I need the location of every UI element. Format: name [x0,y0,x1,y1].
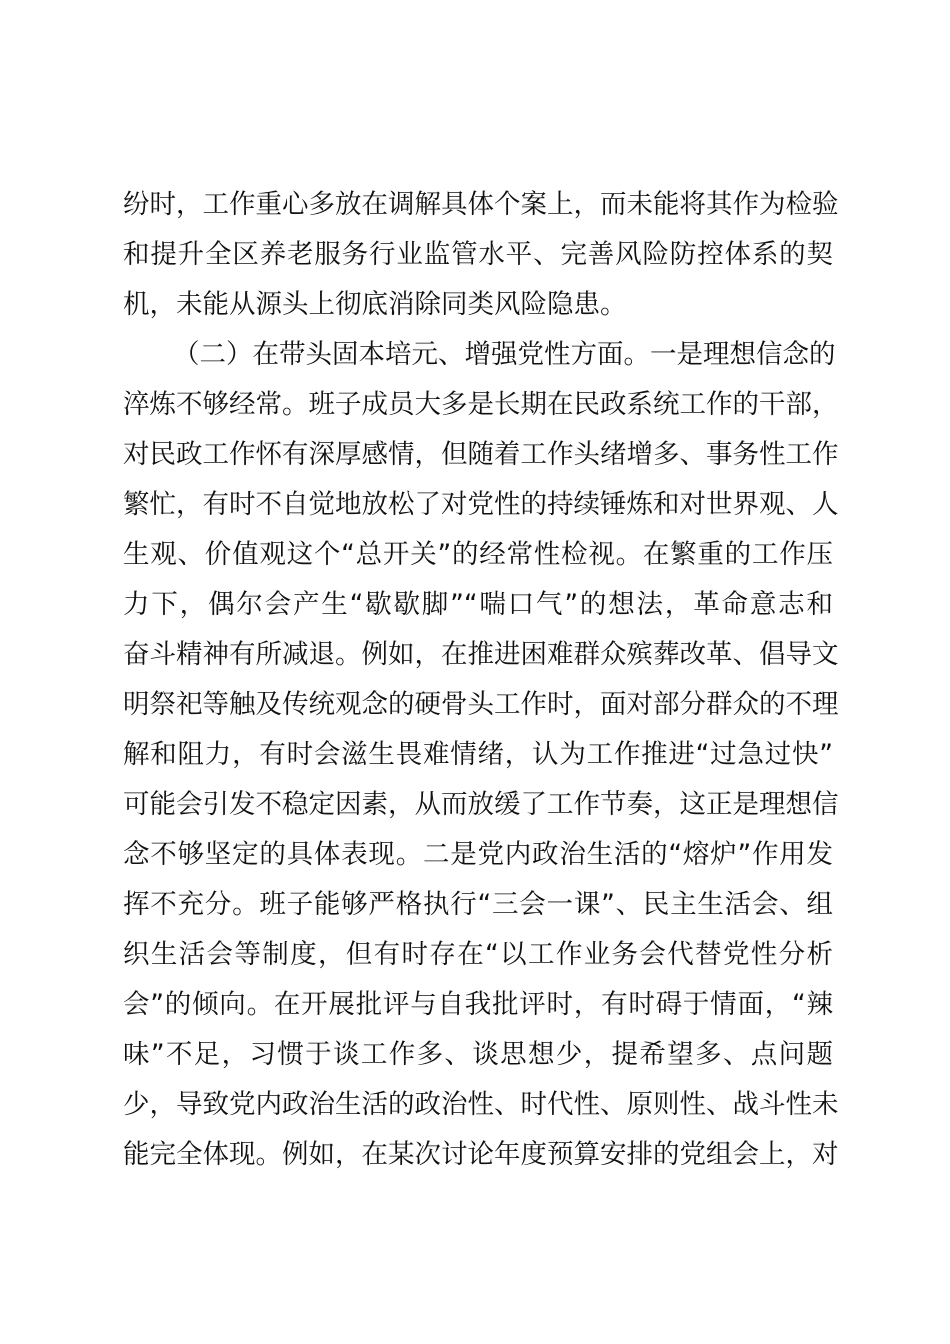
text-line: 对民政工作怀有深厚感情，但随着工作头绪增多、事务性工作 [123,439,839,470]
text-line: 机，未能从源头上彻底消除同类风险隐患。 [123,289,627,320]
text-line: 淬炼不够经常。班子成员大多是长期在民政系统工作的干部， [123,389,839,420]
text-line: 明祭祀等触及传统观念的硬骨头工作时，面对部分群众的不理 [123,689,839,720]
text-line: 会”的倾向。在开展批评与自我批评时，有时碍于情面，“辣 [123,989,833,1020]
text-line: 挥不充分。班子能够严格执行“三会一课”、民主生活会、组 [123,889,833,920]
text-line: 念不够坚定的具体表现。二是党内政治生活的“熔炉”作用发 [123,839,833,870]
text-line: 奋斗精神有所减退。例如，在推进困难群众殡葬改革、倡导文 [123,639,839,670]
text-line: 生观、价值观这个“总开关”的经常性检视。在繁重的工作压 [123,539,833,570]
text-line: 能完全体现。例如，在某次讨论年度预算安排的党组会上，对 [123,1139,839,1170]
section-heading-line: （二）在带头固本培元、增强党性方面。一是理想信念的 [173,339,836,370]
text-line: 可能会引发不稳定因素，从而放缓了工作节奏，这正是理想信 [123,789,839,820]
text-line: 少，导致党内政治生活的政治性、时代性、原则性、战斗性未 [123,1089,839,1120]
text-line: 力下，偶尔会产生“歇歇脚”“喘口气”的想法，革命意志和 [123,589,833,620]
text-line: 织生活会等制度，但有时存在“以工作业务会代替党性分析 [123,939,833,970]
text-line: 繁忙，有时不自觉地放松了对党性的持续锤炼和对世界观、人 [123,489,839,520]
text-line: 纷时，工作重心多放在调解具体个案上，而未能将其作为检验 [123,189,839,220]
text-line: 解和阻力，有时会滋生畏难情绪，认为工作推进“过急过快” [123,739,833,770]
text-line: 和提升全区养老服务行业监管水平、完善风险防控体系的契 [123,239,833,270]
text-line: 味”不足，习惯于谈工作多、谈思想少，提希望多、点问题 [123,1039,833,1070]
